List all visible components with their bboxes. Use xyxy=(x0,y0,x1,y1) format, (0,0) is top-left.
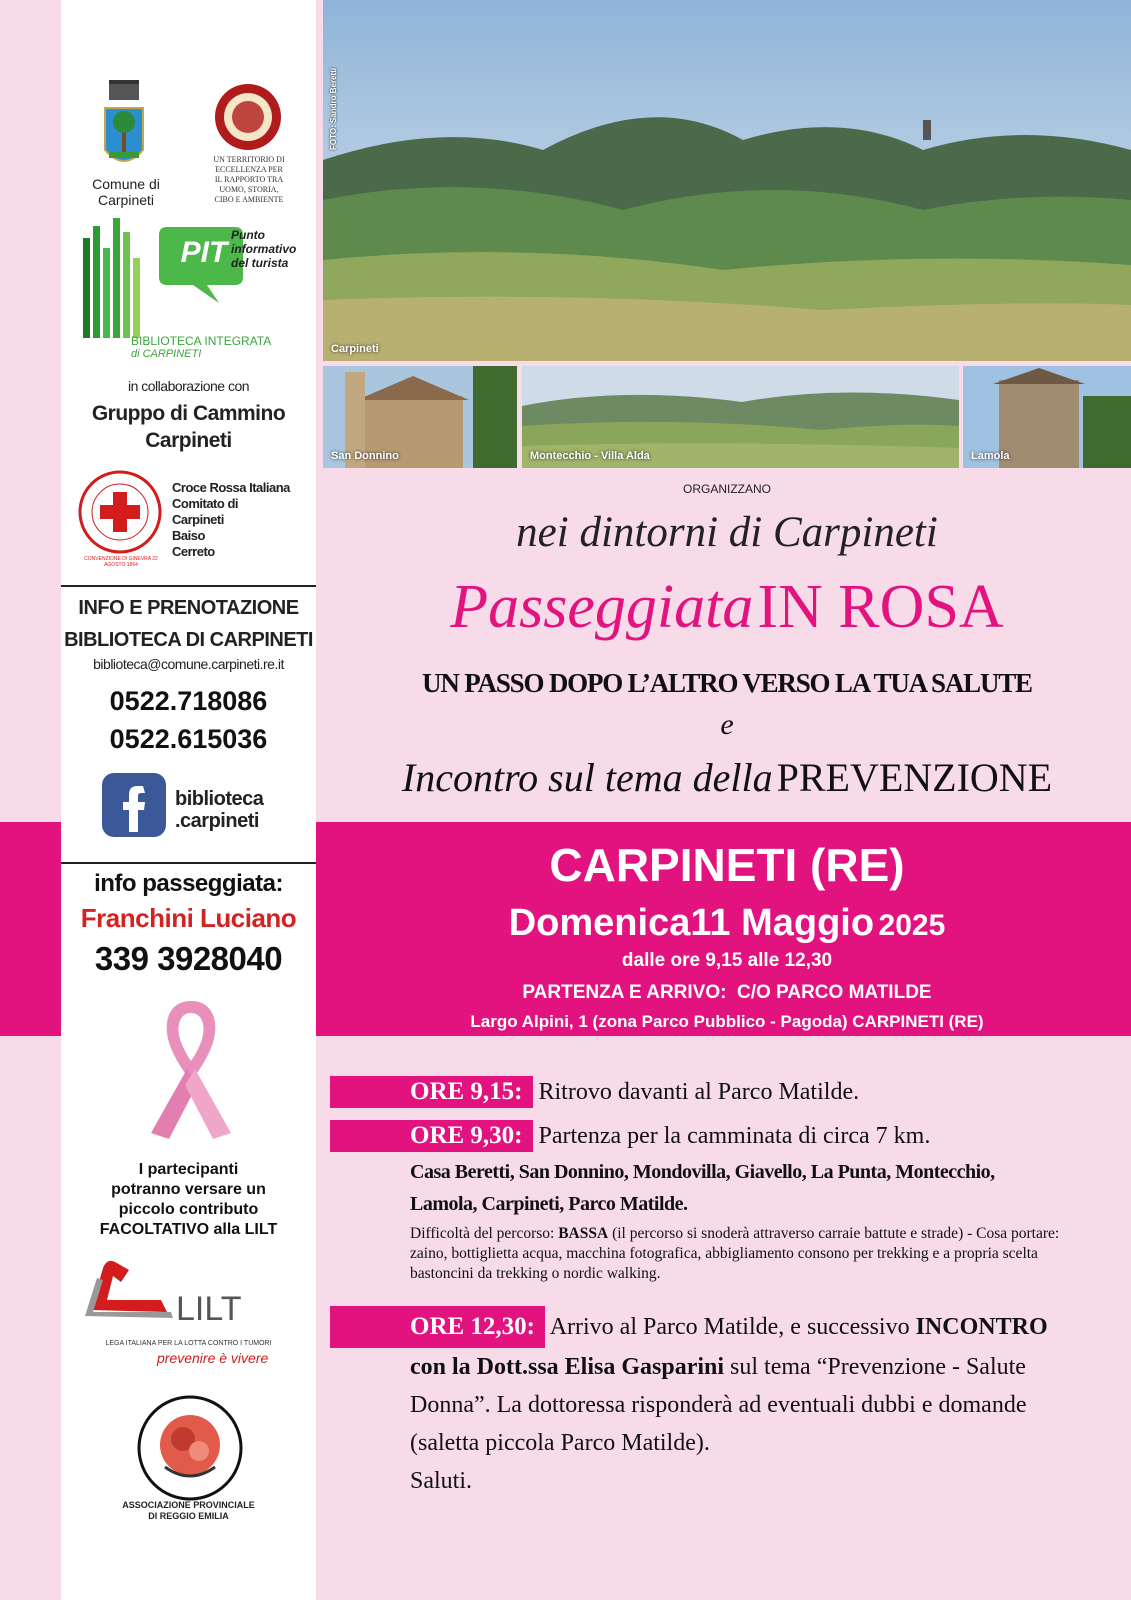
info-title: INFO E PRENOTAZIONE BIBLIOTECA DI CARPINETI xyxy=(64,597,313,651)
thumb-san-donnino xyxy=(323,366,517,468)
pit-logo-text: PIT xyxy=(180,236,228,269)
schedule xyxy=(410,1076,1060,1495)
lilt-logo-icon xyxy=(81,1250,181,1320)
difficulty-note: (il percorso si snoderà attraverso carraie battute e strade) - Cosa portare: zaino, bottiglietta acqua, macchina fotografica, abbigliamento consono per trekking e a propria scelta bastoncini da trekking o nordic walking. xyxy=(410,1225,1060,1282)
collab-intro: in collaborazione con xyxy=(127,378,250,394)
time-label: ORE 9,30: xyxy=(330,1120,533,1152)
lilt-slogan: prevenire è vivere xyxy=(157,1350,269,1366)
lilt-logo-text: LILT xyxy=(176,1290,242,1328)
schedule-rest: sul tema “Prevenzione - Salute Donna”. La dottoressa risponderà ad eventuali dubbi e domande (saletta piccola Parco Matilde). xyxy=(410,1354,1027,1456)
start-end: PARTENZA E ARRIVO: C/O PARCO MATILDE xyxy=(522,982,932,1003)
schedule-bold: INCONTRO con la Dott.ssa Elisa Gasparini xyxy=(410,1314,1048,1380)
schedule-item xyxy=(410,1306,1060,1462)
thumb1-label: San Donnino xyxy=(331,450,399,462)
schedule-item xyxy=(410,1120,1060,1152)
schedule-text: Arrivo al Parco Matilde, e successivo xyxy=(549,1314,910,1340)
conjunction: e xyxy=(720,708,734,741)
divider xyxy=(61,862,316,864)
date-year: 2025 xyxy=(878,909,946,942)
facebook-icon xyxy=(101,772,167,838)
main-title xyxy=(323,572,1131,643)
thumb-lamola xyxy=(963,366,1131,468)
assoc-caption: ASSOCIAZIONE PROVINCIALE DI REGGIO EMILIA xyxy=(122,1500,255,1521)
main-photo-label: Carpineti xyxy=(331,343,379,355)
closing: Saluti. xyxy=(410,1468,473,1494)
contact-name: Franchini Luciano xyxy=(80,903,297,933)
time-label: ORE 12,30: xyxy=(330,1306,545,1348)
red-cross-icon xyxy=(78,470,162,554)
croce-rossa-text: Croce Rossa Italiana Comitato di Carpineti Baiso Cerreto xyxy=(172,480,290,559)
tagline: UN PASSO DOPO L’ALTRO VERSO LA TUA SALUTE xyxy=(422,668,1032,698)
divider xyxy=(61,585,316,587)
schedule-text: Partenza per la camminata di circa 7 km. xyxy=(538,1123,931,1149)
thumb3-label: Lamola xyxy=(971,450,1010,462)
thumb2-label: Montecchio - Villa Alda xyxy=(530,450,650,462)
quality-seal-icon xyxy=(213,82,283,152)
left-margin-strip xyxy=(0,0,61,1600)
email: biblioteca@comune.carpineti.re.it xyxy=(93,656,284,672)
event-place: CARPINETI (RE) xyxy=(549,839,905,891)
difficulty-value: BASSA xyxy=(558,1225,609,1242)
biblioteca-logo-icon xyxy=(83,218,143,338)
schedule-text: Ritrovo davanti al Parco Matilde. xyxy=(538,1079,860,1105)
facebook-handle: biblioteca .carpineti xyxy=(175,788,264,832)
route: Casa Beretti, San Donnino, Mondovilla, Giavello, La Punta, Montecchio, Lamola, Carpineti, Parco Matilde. xyxy=(410,1161,995,1215)
event-hours: dalle ore 9,15 alle 12,30 xyxy=(621,950,833,971)
pit-caption: Punto informativo del turista xyxy=(231,228,297,270)
schedule-item xyxy=(410,1076,1060,1108)
comune-crest-icon xyxy=(101,80,147,175)
photo-credit: FOTO: Sandro Beretti xyxy=(329,67,338,150)
red-cross-ring-text: CONVENZIONE DI GINEVRA 22 AGOSTO 1864 xyxy=(84,556,158,568)
phone-1: 0522.718086 xyxy=(109,686,268,716)
phone-2: 0522.615036 xyxy=(109,724,268,754)
incontro-italic: Incontro sul tema della xyxy=(401,755,773,800)
rose-emblem-icon xyxy=(137,1395,243,1501)
main-landscape-photo xyxy=(323,0,1131,361)
address: Largo Alpini, 1 (zona Parco Pubblico - Pagoda) CARPINETI (RE) xyxy=(470,1012,984,1031)
collab-group: Gruppo di Cammino Carpineti xyxy=(91,402,286,452)
difficulty-label: Difficoltà del percorso: xyxy=(410,1225,555,1242)
pink-ribbon-icon xyxy=(143,993,239,1143)
lilt-subtitle: LEGA ITALIANA PER LA LOTTA CONTRO I TUMORI xyxy=(105,1340,272,1347)
comune-name: Comune di Carpineti xyxy=(92,176,160,208)
contact-phone: 339 3928040 xyxy=(94,940,283,977)
event-date xyxy=(323,902,1131,945)
thumb-montecchio xyxy=(522,366,959,468)
title-italic: Passeggiata xyxy=(450,573,754,641)
biblioteca-logo-subtext: di CARPINETI xyxy=(131,348,202,360)
difficulty xyxy=(410,1224,1060,1284)
subtitle: nei dintorni di Carpineti xyxy=(516,509,938,556)
passeggiata-label: info passeggiata: xyxy=(94,870,283,897)
contribution-note: I partecipanti potranno versare un piccolo contributo FACOLTATIVO alla LILT xyxy=(99,1161,278,1238)
date-main: Domenica11 Maggio xyxy=(508,902,875,944)
time-label: ORE 9,15: xyxy=(330,1076,533,1108)
seal-caption: UN TERRITORIO DI ECCELLENZA PER IL RAPPORTO TRA UOMO, STORIA, CIBO E AMBIENTE xyxy=(213,155,285,204)
incontro-line xyxy=(323,754,1131,801)
title-caps: IN ROSA xyxy=(757,573,1004,641)
incontro-caps: PREVENZIONE xyxy=(776,755,1053,800)
biblioteca-logo-text: BIBLIOTECA INTEGRATA xyxy=(131,334,272,348)
organizzano: ORGANIZZANO xyxy=(682,482,771,496)
sidebar xyxy=(61,0,316,1600)
